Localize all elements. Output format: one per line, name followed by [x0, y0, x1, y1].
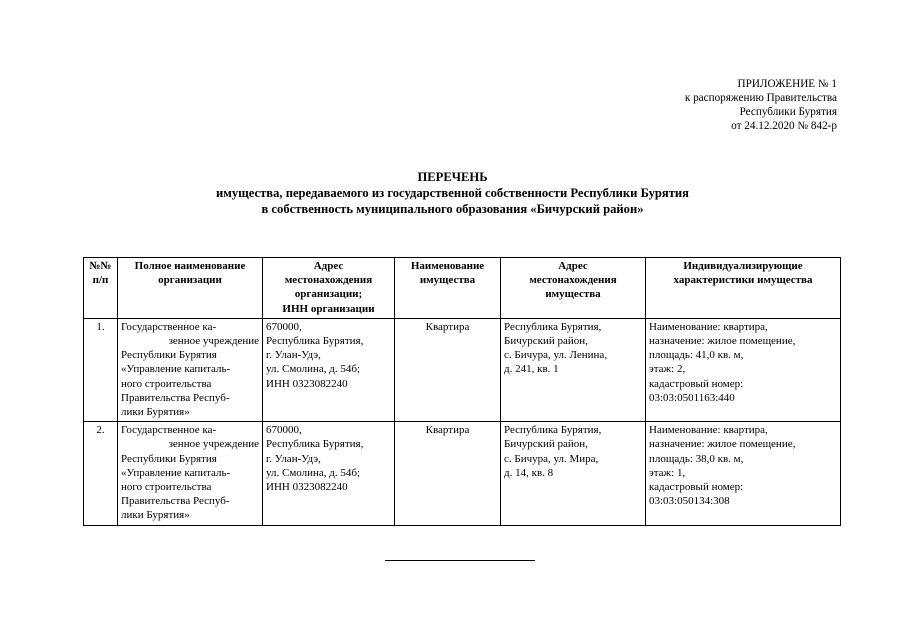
title-subheading: имущества, передаваемого из государственной собственности Республики Бурятия: [216, 186, 689, 200]
org-address-cell: 670000, Республика Бурятия, г. Улан-Удэ, ул. Смолина, д. 54б; ИНН 0323082240: [263, 318, 395, 421]
appendix-title: ПРИЛОЖЕНИЕ № 1: [737, 78, 837, 90]
header-characteristics: Индивидуализирующие характеристики имущества: [646, 258, 841, 319]
table-header-row: [84, 258, 841, 319]
header-num: №№ п/п: [84, 258, 118, 319]
row-number: 1.: [84, 318, 118, 421]
closing-divider: [385, 560, 535, 561]
property-address-cell: Республика Бурятия, Бичурский район, с. Бичура, ул. Ленина, д. 241, кв. 1: [501, 318, 646, 421]
property-address-cell: Республика Бурятия, Бичурский район, с. Бичура, ул. Мира, д. 14, кв. 8: [501, 422, 646, 525]
table-row: [84, 318, 841, 421]
table-row: [84, 422, 841, 525]
characteristics-cell: Наименование: квартира, назначение: жилое помещение, площадь: 38,0 кв. м, этаж: 1, кадастровый номер: 03:03:050134:308: [646, 422, 841, 525]
characteristics-cell: Наименование: квартира, назначение: жилое помещение, площадь: 41,0 кв. м, этаж: 2, кадастровый номер: 03:03:0501163:440: [646, 318, 841, 421]
org-name-cell: Государственное ка- зенное учреждение Республики Бурятия «Управление капиталь- ного строительства Правительства Респуб- лики Бурятия»: [118, 422, 263, 525]
header-org-name: Полное наименование организации: [118, 258, 263, 319]
appendix-ref: Республики Бурятия: [739, 106, 837, 118]
title-heading: ПЕРЕЧЕНЬ: [417, 170, 488, 184]
header-org-address: Адрес местонахождения организации; ИНН организации: [263, 258, 395, 319]
org-address-cell: 670000, Республика Бурятия, г. Улан-Удэ, ул. Смолина, д. 54б; ИНН 0323082240: [263, 422, 395, 525]
row-number: 2.: [84, 422, 118, 525]
header-property-name: Наименование имущества: [395, 258, 501, 319]
header-property-address: Адрес местонахождения имущества: [501, 258, 646, 319]
property-table: [83, 257, 841, 526]
appendix-ref: к распоряжению Правительства: [684, 92, 837, 104]
document-title: [0, 169, 905, 217]
org-name-cell: Государственное ка- зенное учреждение Республики Бурятия «Управление капиталь- ного строительства Правительства Респуб- лики Бурятия»: [118, 318, 263, 421]
property-name-cell: Квартира: [395, 318, 501, 421]
appendix-date: от 24.12.2020 № 842-р: [731, 120, 837, 132]
appendix-block: [685, 77, 837, 133]
title-subheading: в собственность муниципального образования «Бичурский район»: [261, 202, 644, 216]
property-name-cell: Квартира: [395, 422, 501, 525]
